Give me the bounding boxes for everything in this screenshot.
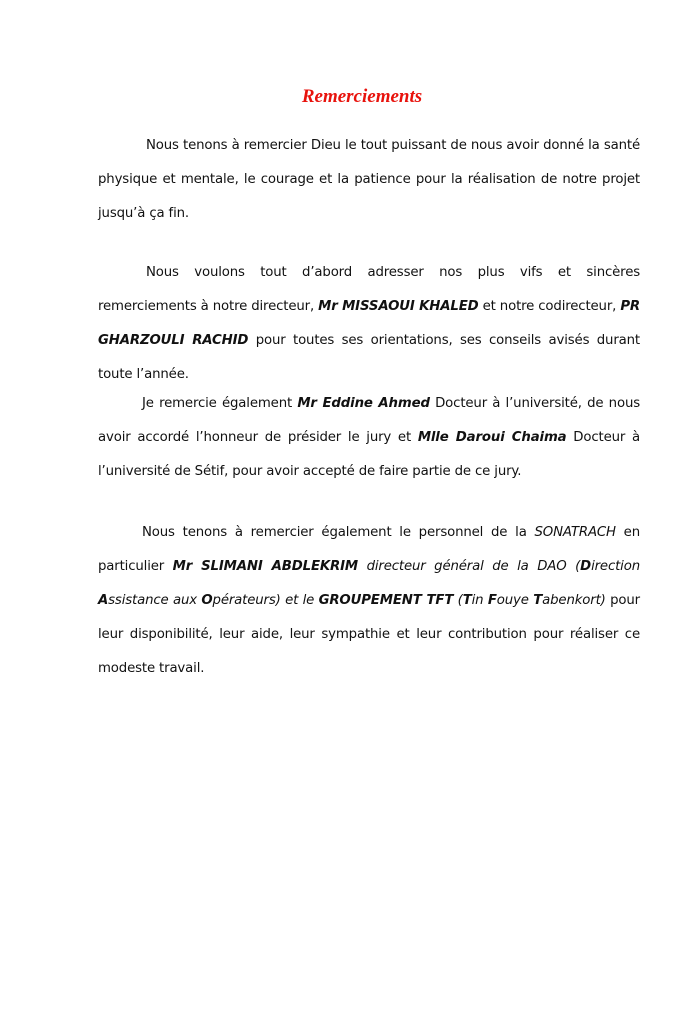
supervisor-name: Mr MISSAOUI KHALED [318, 299, 479, 314]
paragraph-text: directeur général de la DAO ( [358, 559, 581, 574]
paragraph-thanks-sonatrach [98, 516, 640, 686]
paragraph-thanks-god [98, 129, 640, 231]
acronym-letter: T [462, 593, 472, 608]
paragraph-text: Docteur à l’université, de nous avoir accordé l’honneur de présider le jury et [98, 396, 640, 445]
paragraph-text: Je remercie également [142, 396, 298, 411]
page-title: Remerciements [301, 86, 423, 107]
acronym-letter: F [487, 593, 497, 608]
jury-president-name: Mr Eddine Ahmed [297, 396, 430, 411]
paragraph-text: pérateurs) et le [212, 593, 319, 608]
paragraph-text: et notre codirecteur, [478, 299, 621, 314]
paragraph-text: Nous tenons à remercier également le personnel de la [142, 525, 535, 540]
paragraph-text: in [471, 593, 488, 608]
acronym-letter: D [580, 559, 592, 574]
paragraph-text: pour toutes ses orientations, ses conseils avisés durant toute l’année. [98, 333, 640, 382]
acronym-letter: T [533, 593, 543, 608]
paragraph-text: Docteur à l’université de Sétif, pour avoir accepté de faire partie de ce jury. [98, 430, 640, 479]
paragraph-text: Nous tenons à remercier Dieu le tout puissant de nous avoir donné la santé physique et mentale, le courage et la patience pour la réalisation de notre projet jusqu’à ça fin. [98, 138, 640, 221]
jury-member-name: Mlle Daroui Chaima [417, 430, 567, 445]
company-name: SONATRACH [534, 525, 616, 540]
director-name: Mr SLIMANI ABDLEKRIM [172, 559, 359, 574]
paragraph-text: abenkort) [542, 593, 606, 608]
group-name: GROUPEMENT TFT [318, 593, 454, 608]
paragraph-text: en particulier [98, 525, 640, 574]
acronym-letter: O [201, 593, 213, 608]
paragraph-text: ( [453, 593, 463, 608]
co-supervisor-name: PR GHARZOULI RACHID [98, 299, 640, 348]
paragraph-text: Nous voulons tout d’abord adresser nos plus vifs et sincères remerciements à notre directeur, [98, 265, 640, 314]
paragraph-thanks-supervisors [98, 256, 640, 392]
paragraph-thanks-jury [98, 387, 640, 489]
paragraph-text: ssistance aux [108, 593, 202, 608]
acronym-letter: A [98, 593, 109, 608]
paragraph-text: ouye [496, 593, 534, 608]
paragraph-text: pour leur disponibilité, leur aide, leur sympathie et leur contribution pour réaliser ce modeste travail. [98, 593, 640, 676]
paragraph-text: irection [591, 559, 640, 574]
